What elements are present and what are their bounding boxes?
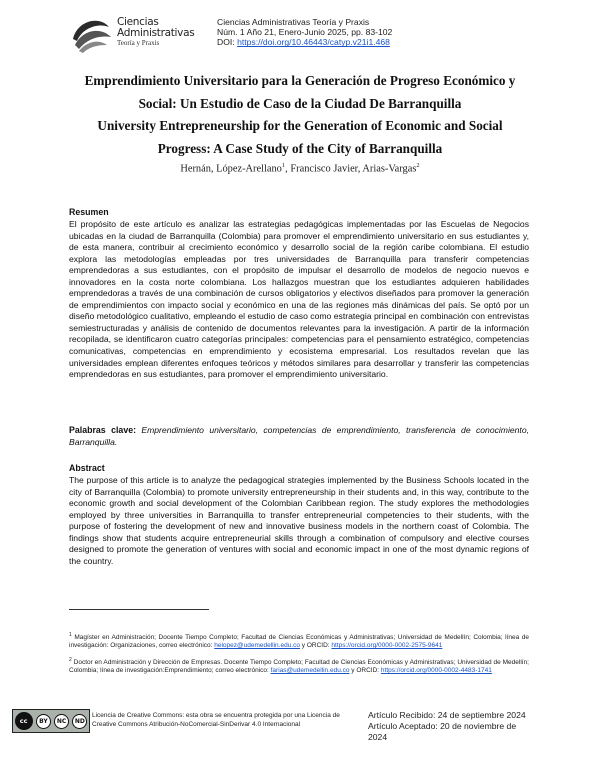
cc-icon: cc [15, 712, 33, 730]
journal-issue: Núm. 1 Año 21, Enero-Junio 2025, pp. 83-102 [217, 27, 393, 38]
keywords-label: Palabras clave: [69, 425, 137, 435]
doi-label: DOI: [217, 37, 238, 48]
journal-logo-icon [69, 17, 113, 55]
title-es-line-2: Social: Un Estudio de Caso de la Ciudad De Barranquilla [138, 95, 462, 111]
nc-icon: NC [54, 714, 69, 729]
logo-line-2: Administrativas [117, 26, 195, 39]
footnote-1-text: Magíster en Administración; Docente Tiempo Completo; Facultad de Ciencias Económicas y Administrativas; Universidad de Medellín; Colombia; línea de investigación: Organizaciones, correo electrónico: [69, 634, 529, 650]
footnote-2 [69, 656, 529, 675]
footnote-1 [69, 631, 529, 650]
cc-license-badge[interactable] [12, 709, 90, 733]
author-separator: , [285, 163, 291, 175]
resumen-heading-text: Resumen [69, 207, 109, 217]
footnote-2-text: Doctor en Administración y Dirección de Empresas. Docente Tiempo Completo; Facultad de Ciencias Económicas y Administrativas; Universidad de Medellín; Colombia; línea de investigación:Emprendimiento; correo electrónico: [69, 659, 529, 675]
accepted-date: Artículo Aceptado: 20 de noviembre de [368, 721, 517, 731]
journal-info [217, 17, 392, 48]
abstract-heading [69, 463, 529, 475]
title-es-line-1: Emprendimiento Universitario para la Generación de Progreso Económico y [84, 73, 516, 88]
title-en-line-2: Progress: A Case Study of the City of Barranquilla [157, 140, 443, 156]
resumen-body: El propósito de este artículo es analizar las estrategias pedagógicas implementadas por las Escuelas de Negocios ubicadas en la ciudad de Barranquilla (Colombia) para promover el emprendimiento universitario en sus estudiantes y, de esta manera, contribuir al crecimiento económico y desarrollo social de la región caribe colombiana. El estudio explora las metodologías empleadas por tres universidades de Barranquilla para transferir competencias emprendedoras a sus estudiantes, con el propósito de impulsar el desarrollo de modelos de negocio nuevos e innovadores en la costa norte colombiana. Los hallazgos muestran que los estudiantes adquieren habilidades emprendedoras a través de una combinación de cursos obligatorios y electivos diseñados para promover la generación de emprendimientos con impacto social y económico en una de las regiones más dinámicas del país. Se optó por un diseño metodológico cualitativo, empleando el estudio de caso como estrategia principal en combinación con entrevistas semiestructuradas y análisis de contenido de documentos relevantes para la investigación. A partir de la información recopilada, se identificaron cuatro categorías principales: competencias para el pensamiento estratégico, competencias comunicativas, competencias en emprendimiento y ecosistema empresarial. Los resultados revelan que las universidades emplean diferentes enfoques teóricos y métodos similares para desarrollar y transferir las competencias emprendedoras en sus estudiantes, para promover el emprendimiento universitario. [69, 219, 529, 380]
journal-logo [69, 17, 194, 55]
resumen-heading [69, 207, 529, 219]
author-1: Hernán, López-Arellano [180, 163, 282, 175]
title-en-line-1: University Entrepreneurship for the Generation of Economic and Social [97, 118, 503, 134]
author-2: Francisco Javier, Arias-Vargas [290, 163, 417, 175]
doi-link[interactable]: https://doi.org/10.46443/catyp.v21i1.468 [237, 37, 390, 48]
logo-line-1: Ciencias [117, 16, 159, 28]
article-dates [368, 710, 526, 743]
abstract-heading-text: Abstract [69, 463, 105, 473]
footnote-2-orcid[interactable]: https://orcid.org/0000-0002-4483-1741 [380, 667, 492, 675]
keywords [69, 425, 529, 448]
keywords-text: Emprendimiento universitario, competencias de emprendimiento, transferencia de conocimiento, Barranquilla. [69, 425, 529, 447]
footnote-1-mark: 1 [69, 632, 72, 638]
footnote-2-email[interactable]: farias@udemedellin.edu.co [270, 667, 350, 675]
author-1-footnote-mark: 1 [281, 162, 286, 169]
license-text: Licencia de Creative Commons: esta obra se encuentra protegida por una Licencia de Creative Commons Atribución-NoComercial-SinDerivar 4.0 Internacional [92, 712, 340, 728]
footnote-1-orcid[interactable]: https://orcid.org/0000-0002-2575-9641 [331, 642, 443, 650]
logo-line-3: Teoría y Praxis [117, 39, 160, 47]
abstract-body: The purpose of this article is to analyze the pedagogical strategies implemented by the Business Schools located in the city of Barranquilla (Colombia) to promote university entrepreneurship in their students and, in this way, contribute to the economic growth and social development of the Colombian Caribbean region. The study explores the methodologies employed by three universities in Barranquilla to transfer entrepreneurial competencies to their students, with the purpose of fostering the development of new and innovative business models in the northern coast of Colombia. The findings show that students acquire entrepreneurial skills through a combination of compulsory and elective courses designed to promote the generation of ventures with social and economic impact in one of the most dynamic regions of the country. [69, 475, 529, 566]
article-titles [60, 70, 540, 160]
nd-icon: ND [72, 714, 87, 729]
authors [60, 162, 540, 174]
journal-doi [217, 37, 392, 47]
footnote-1-orcid-label: y ORCID: [300, 642, 332, 650]
author-2-footnote-mark: 2 [416, 162, 420, 169]
footnote-2-mark: 2 [69, 657, 72, 663]
footnote-1-email[interactable]: helopez@udemedellin.edu.co [214, 642, 300, 650]
footnote-rule [69, 609, 209, 610]
footnote-2-orcid-label: y ORCID: [349, 667, 381, 675]
received-date: Artículo Recibido: 24 de septiembre 2024 [368, 710, 526, 720]
journal-name: Ciencias Administrativas Teoría y Praxis [217, 17, 370, 27]
by-icon: BY [36, 714, 51, 729]
accepted-year: 2024 [368, 732, 388, 742]
